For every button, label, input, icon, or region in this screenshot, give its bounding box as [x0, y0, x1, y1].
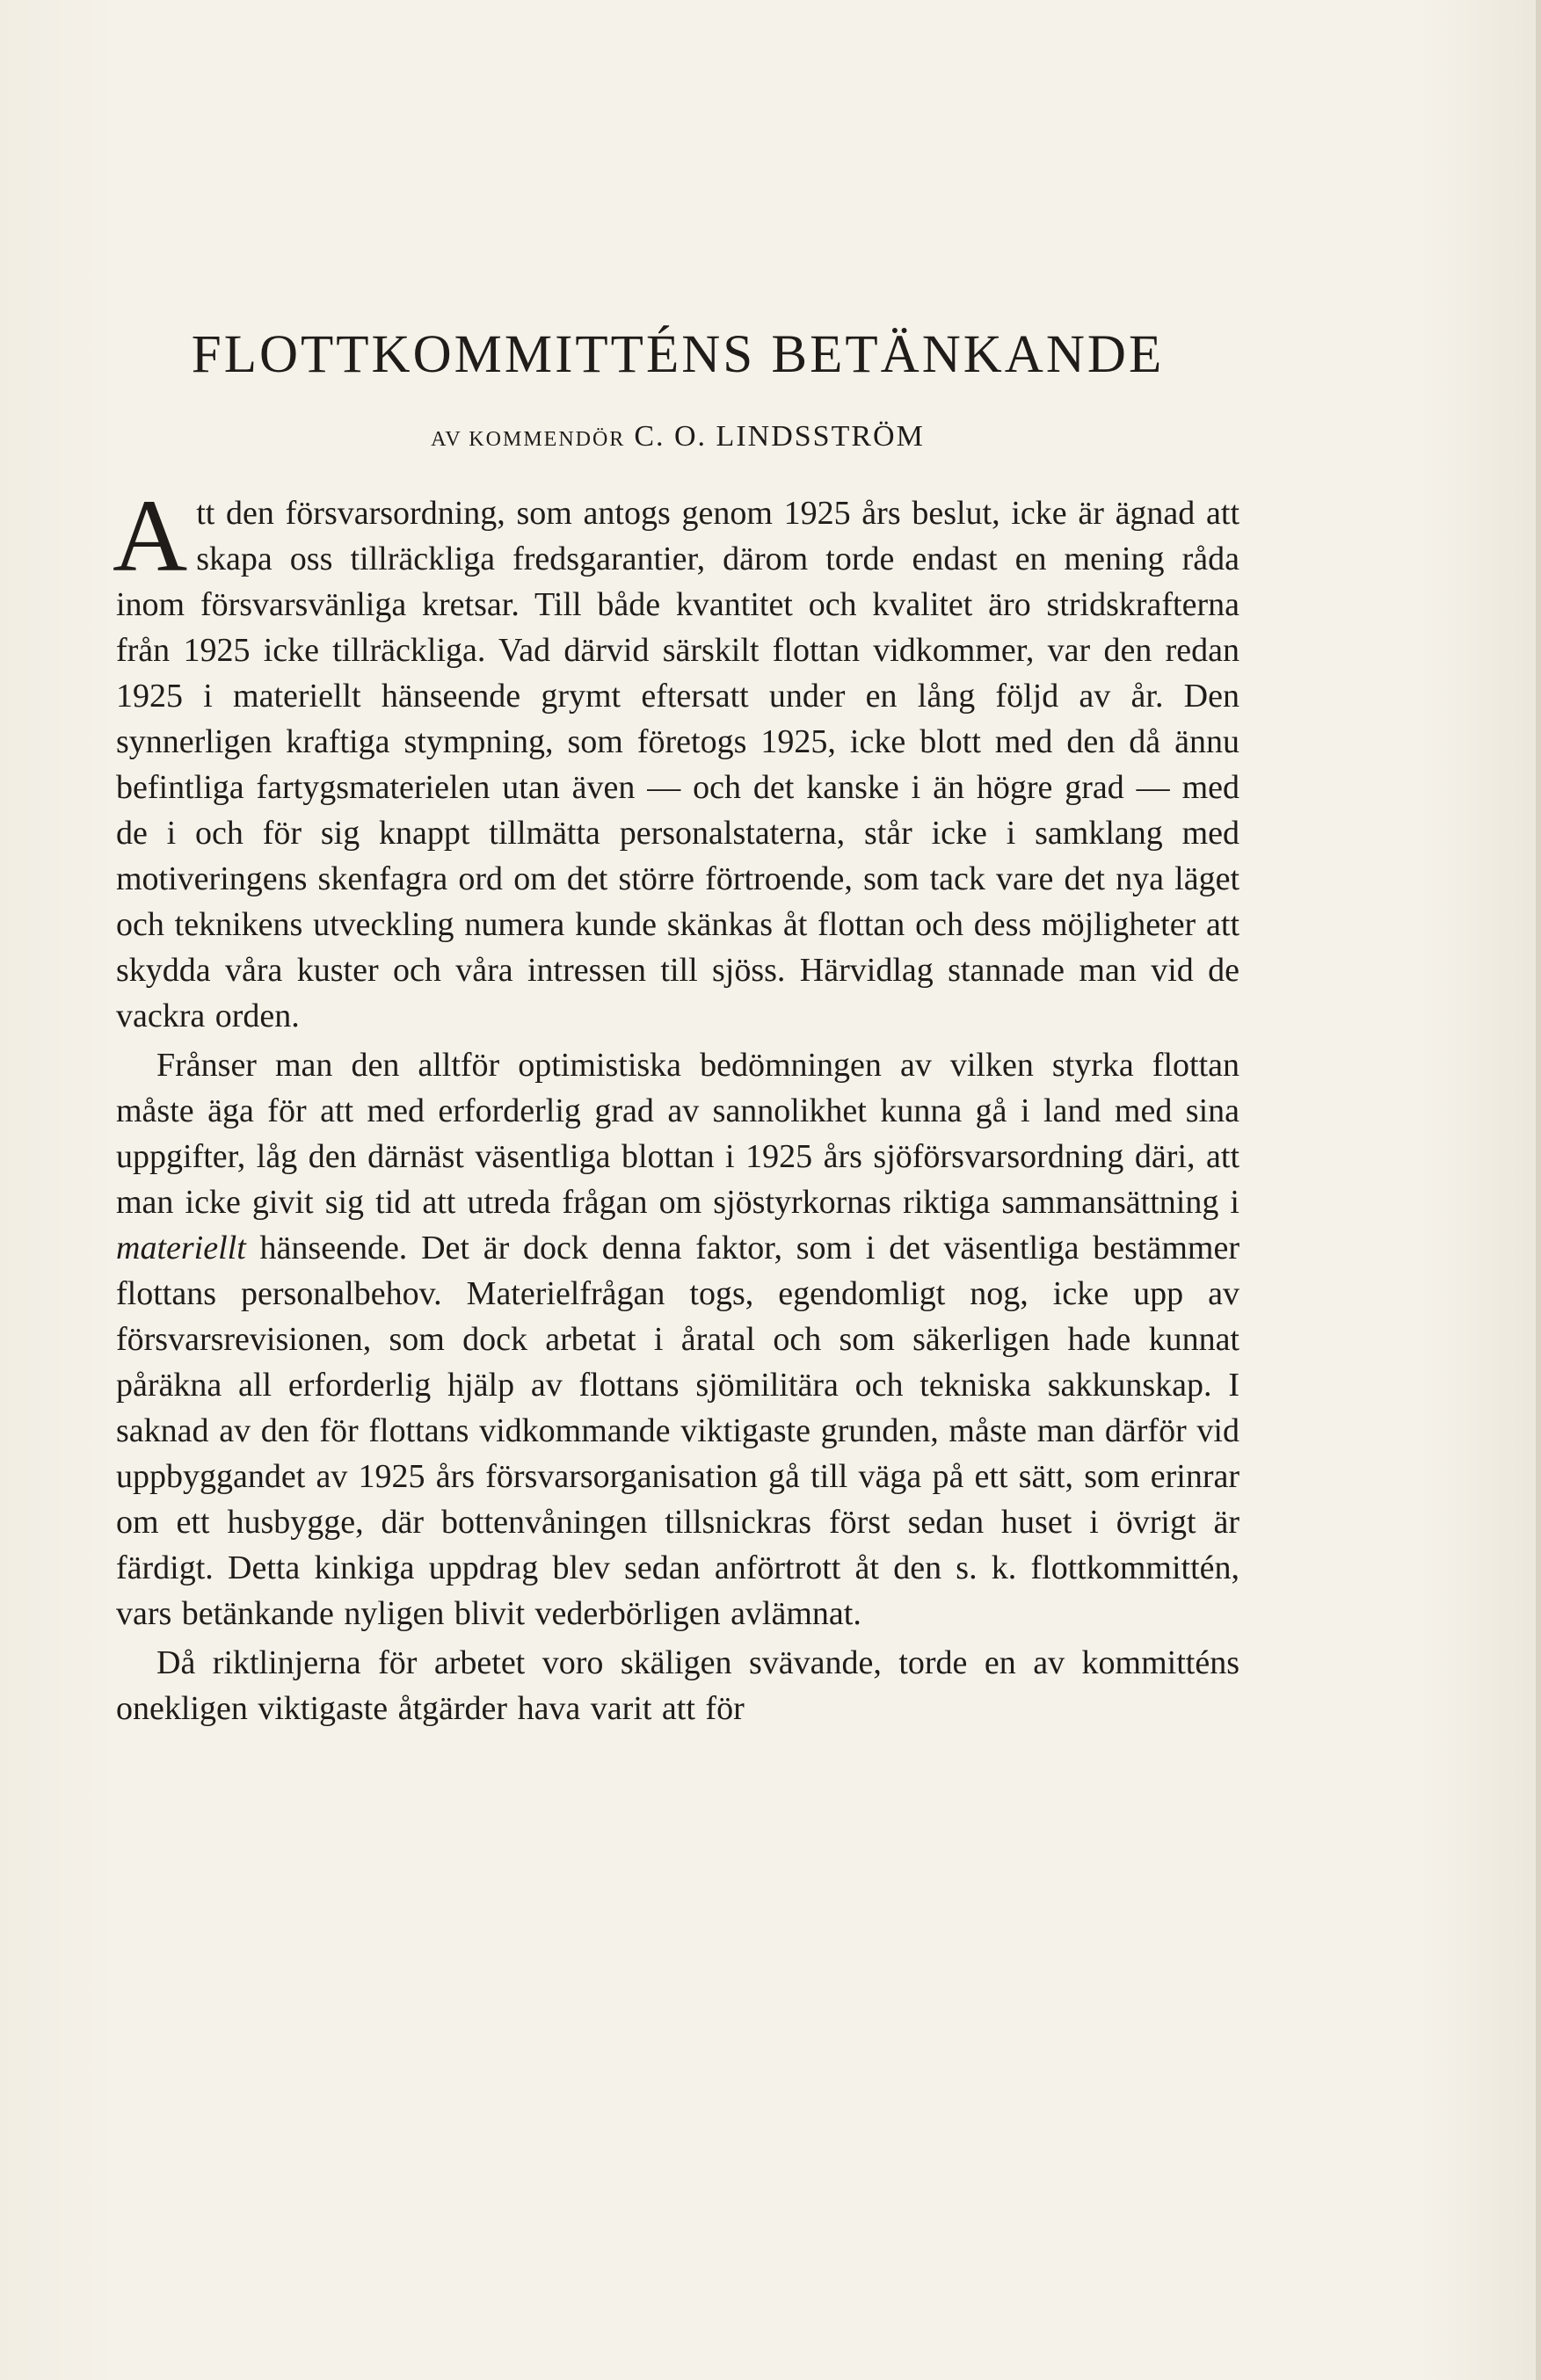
paragraph-3-text: Då riktlinjerna för arbetet voro skäligen svävande, torde en av kommitténs onekligen viktigaste åtgärder hava varit att för	[116, 1644, 1239, 1727]
article-column	[113, 325, 1239, 1731]
paragraph-2-text-a: Frånser man den alltför optimistiska bedömningen av vilken styrka flottan måste äga för att med erforderlig grad av sannolikhet kunna gå i land med sina uppgifter, låg den därnäst väsentliga blottan i 1925 års sjöförsvarsordning däri, att man icke givit sig tid att utreda frågan om sjöstyrkornas riktiga sammansättning i	[116, 1046, 1239, 1221]
paragraph-1	[113, 477, 1239, 1039]
paragraph-2-text-b: hänseende. Det är dock denna faktor, som i det väsentliga bestämmer flottans personalbehov. Materielfrågan togs, egendomligt nog, icke upp av försvarsrevisionen, som dock arbetat i åratal och som säkerligen hade kunnat påräkna all erforderlig hjälp av flottans sjömilitära och tekniska sakkunskap. I saknad av den för flottans vidkommande viktigaste grunden, måste man därför vid uppbyggandet av 1925 års försvarsorganisation gå till väga på ett sätt, som erinrar om ett husbygge, där bottenvåningen tillsnickras först sedan huset i övrigt är färdigt. Detta kinkiga uppdrag blev sedan anförtrott åt den s. k. flottkommittén, vars betänkande nyligen blivit vederbörligen avlämnat.	[116, 1229, 1239, 1632]
byline	[116, 419, 1239, 455]
byline-prefix: AV KOMMENDÖR	[431, 428, 626, 452]
page-edge	[1536, 0, 1541, 2380]
paragraph-1-text: tt den försvarsordning, som antogs genom 1925 års beslut, icke är ägnad att skapa oss tillräckliga fredsgarantier, därom torde endast en mening råda inom försvarsvänliga kretsar. Till både kvantitet och kvalitet äro stridskrafterna från 1925 icke tillräckliga. Vad därvid särskilt flottan vidkommer, var den redan 1925 i materiellt hänseende grymt eftersatt under en lång följd av år. Den synnerligen kraftiga stympning, som företogs 1925, icke blott med den då ännu befintliga fartygsmaterielen utan även — och det kanske i än högre grad — med de i och för sig knappt tillmätta personalstaterna, står icke i samklang med motiveringens skenfagra ord om det större förtroende, som tack vare det nya läget och teknikens utveckling numera kunde skänkas åt flottan och dess möjligheter att skydda våra kuster och våra intressen till sjöss. Härvidlag stannade man vid de vackra orden.	[116, 494, 1239, 1034]
paragraph-3	[116, 1640, 1239, 1731]
byline-author: C. O. LINDSSTRÖM	[634, 420, 925, 454]
paragraph-2	[116, 1042, 1239, 1636]
paragraph-2-italic: materiellt	[116, 1229, 246, 1266]
drop-cap: A	[113, 477, 188, 593]
article-title: FLOTTKOMMITTÉNS BETÄNKANDE	[191, 325, 1165, 384]
